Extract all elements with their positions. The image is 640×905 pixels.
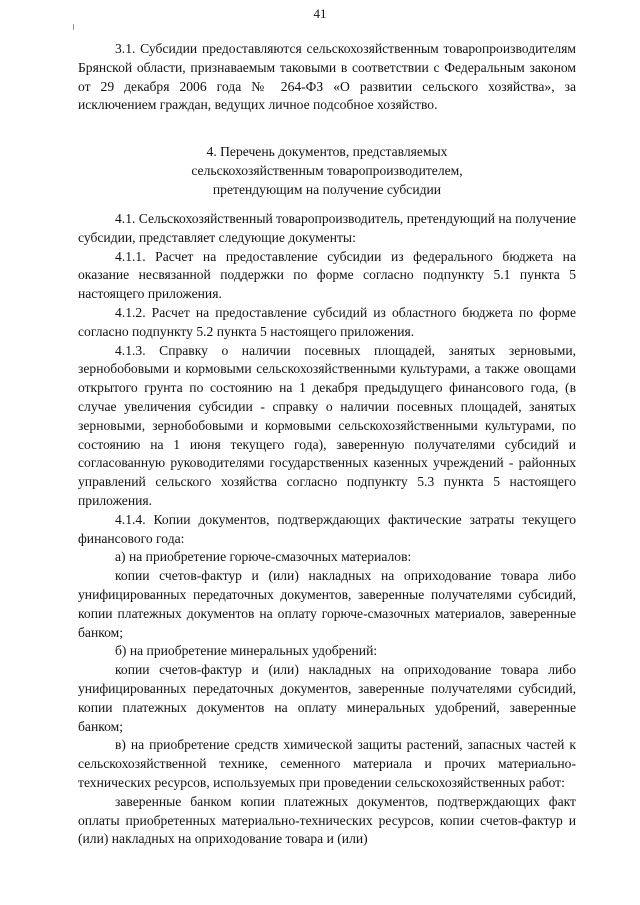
- paragraph-4-1-4: 4.1.4. Копии документов, подтверждающих фактические затраты текущего финансового года:: [78, 511, 576, 546]
- paragraph-4-1-2: 4.1.2. Расчет на предоставление субсидий из областного бюджета по форме согласно подпункту 5.2 пункта 5 настоящего приложения.: [78, 304, 576, 339]
- paragraph-4-1-3: 4.1.3. Справку о наличии посевных площадей, занятых зерновыми, зернобобовыми и кормовыми сельскохозяйственными культурами, а также овощами открытого грунта по состоянию на 1 декабря предыдущего финансового года, (в случае увеличения субсидии - справку о наличии посевных площадей, занятых зерновыми, зернобобовыми и кормовыми сельскохозяйственными культурами, по состоянию на 1 июня текущего года), заверенную получателями субсидий и согласованную руководителями государственных казенных учреждений - районных управлений сельского хозяйства согласно подпункту 5.3 пункта 5 настоящего приложения.: [78, 342, 576, 508]
- item-b-text: копии счетов-фактур и (или) накладных на оприходование товара либо унифицированных передаточных документов, заверенные получателями субсидий, копии платежных документов на оплату минеральных удобрений, заверенные банком;: [78, 662, 576, 734]
- item-b-heading: б) на приобретение минеральных удобрений:: [115, 643, 378, 659]
- item-a-heading: а) на приобретение горюче-смазочных материалов:: [115, 549, 412, 565]
- section-body: [78, 210, 576, 849]
- item-v-text: заверенные банком копии платежных документов, подтверждающих факт оплаты приобретенных материально-технических ресурсов, копии счетов-фактур и (или) накладных на оприходование товара и (или): [78, 793, 576, 847]
- section-title-line-2: сельскохозяйственным товаропроизводителем,: [191, 162, 463, 178]
- paragraph-4-1-1: 4.1.1. Расчет на предоставление субсидии из федерального бюджета на оказание несвязанной поддержки по форме согласно подпункту 5.1 пункта 5 настоящего приложения.: [78, 248, 576, 302]
- section-title-line-3: претендующим на получение субсидии: [212, 181, 442, 197]
- paragraph-3-1: 3.1. Субсидии предоставляются сельскохозяйственным товаропроизводителям Брянской области, признаваемым таковыми в соответствии с Федеральным законом от 29 декабря 2006 года № 264-ФЗ «О развитии сельского хозяйства», за исключением граждан, ведущих личное подсобное хозяйство.: [78, 41, 576, 113]
- section-title-line-1: 4. Перечень документов, представляемых: [206, 144, 448, 159]
- paragraph-4-1: 4.1. Сельскохозяйственный товаропроизводитель, претендующий на получение субсидии, представляет следующие документы:: [78, 211, 577, 245]
- section-heading: [78, 143, 576, 199]
- scan-mark: [73, 24, 74, 30]
- item-v-heading: в) на приобретение средств химической защиты растений, запасных частей к сельскохозяйственной технике, семенного материала и прочих материально-технических ресурсов, используемых при проведении сельскохозяйственных работ:: [78, 737, 576, 790]
- item-a-text: копии счетов-фактур и (или) накладных на оприходование товара либо унифицированных передаточных документов, заверенные получателями субсидий, копии платежных документов на оплату горюче-смазочных материалов, заверенные банком;: [78, 568, 576, 640]
- page-number: 41: [313, 6, 327, 21]
- intro-section: [78, 40, 576, 115]
